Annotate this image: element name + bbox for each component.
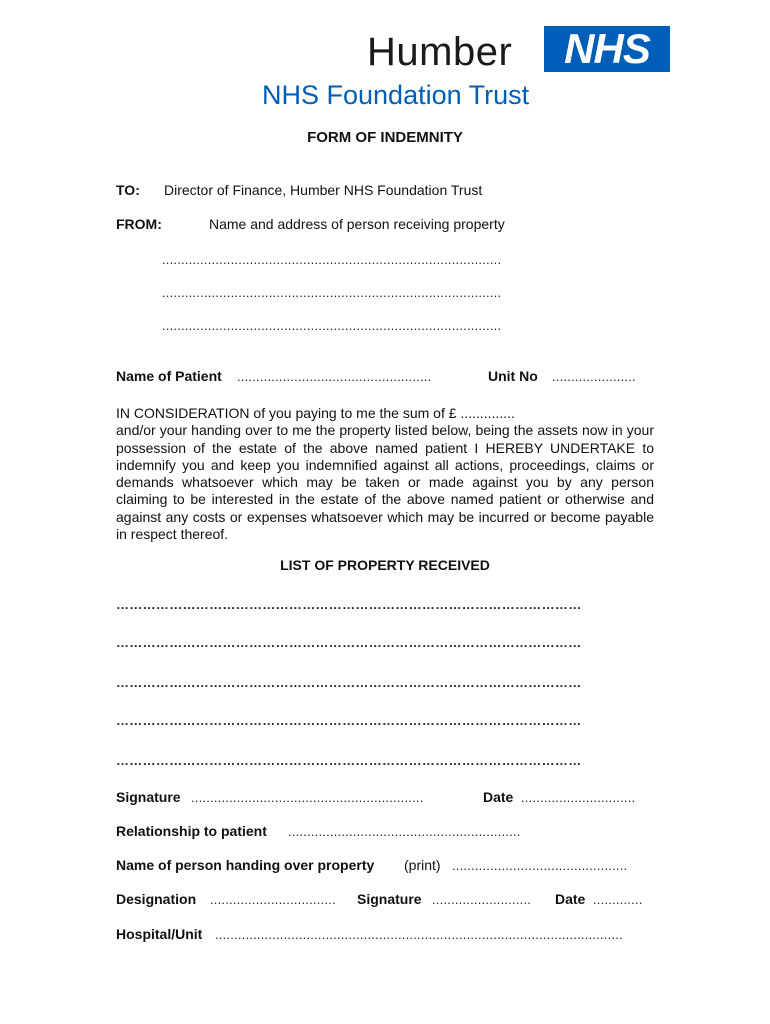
unit-label: Unit No [488,368,538,384]
nhs-logo-badge: NHS [544,26,670,72]
address-line-1[interactable]: ......................................................................................... [162,252,502,267]
address-line-2[interactable]: ......................................................................................... [162,285,502,300]
from-value: Name and address of person receiving property [209,216,505,232]
hospital-field[interactable]: ........................................................................................................... [215,927,623,942]
list-title: LIST OF PROPERTY RECEIVED [280,557,490,573]
property-line-2[interactable]: …………………………………………………………………………………………… [116,635,582,650]
to-label: TO: [116,182,140,198]
date-label: Date [483,789,514,805]
designation-label: Designation [116,891,197,907]
consideration-paragraph [116,405,654,543]
relationship-label: Relationship to patient [116,823,267,839]
consideration-line-1: IN CONSIDERATION of you paying to me the sum of £ .............. [116,405,515,421]
signature2-field[interactable]: .......................... [432,892,532,907]
date2-field[interactable]: ............. [593,892,643,907]
signature-field[interactable]: ............................................................. [191,790,424,805]
property-line-5[interactable]: …………………………………………………………………………………………… [116,753,582,768]
form-title: FORM OF INDEMNITY [307,129,463,146]
property-line-4[interactable]: …………………………………………………………………………………………… [116,713,582,728]
unit-field[interactable]: ...................... [552,369,636,384]
logo-humber-text: Humber [367,30,513,74]
signature2-label: Signature [357,891,422,907]
signature-label: Signature [116,789,181,805]
date-field[interactable]: .............................. [521,790,636,805]
to-value: Director of Finance, Humber NHS Foundation Trust [164,182,483,198]
date2-label: Date [555,891,586,907]
handover-field[interactable]: .............................................. [452,858,628,873]
from-label: FROM: [116,216,162,232]
handover-print-note: (print) [404,857,441,873]
relationship-field[interactable]: ............................................................. [288,824,521,839]
logo-trust-text: NHS Foundation Trust [262,80,530,110]
patient-label: Name of Patient [116,368,222,384]
property-line-1[interactable]: …………………………………………………………………………………………… [116,597,582,612]
property-line-3[interactable]: …………………………………………………………………………………………… [116,675,582,690]
consideration-body: and/or your handing over to me the property listed below, being the assets now in your possession of the estate of the above named patient I HEREBY UNDERTAKE to indemnify you and keep you indemnified against all actions, proceedings, claims or demands whatsoever which may be taken or made against you by any person claiming to be interested in the estate of the above named patient or otherwise and against any costs or expenses whatsoever which may be incurred or become payable in respect thereof. [116,422,654,543]
address-line-3[interactable]: ......................................................................................... [162,318,502,333]
designation-field[interactable]: ................................. [210,892,336,907]
patient-field[interactable]: ................................................... [237,369,432,384]
handover-label: Name of person handing over property [116,857,375,873]
hospital-label: Hospital/Unit [116,926,203,942]
